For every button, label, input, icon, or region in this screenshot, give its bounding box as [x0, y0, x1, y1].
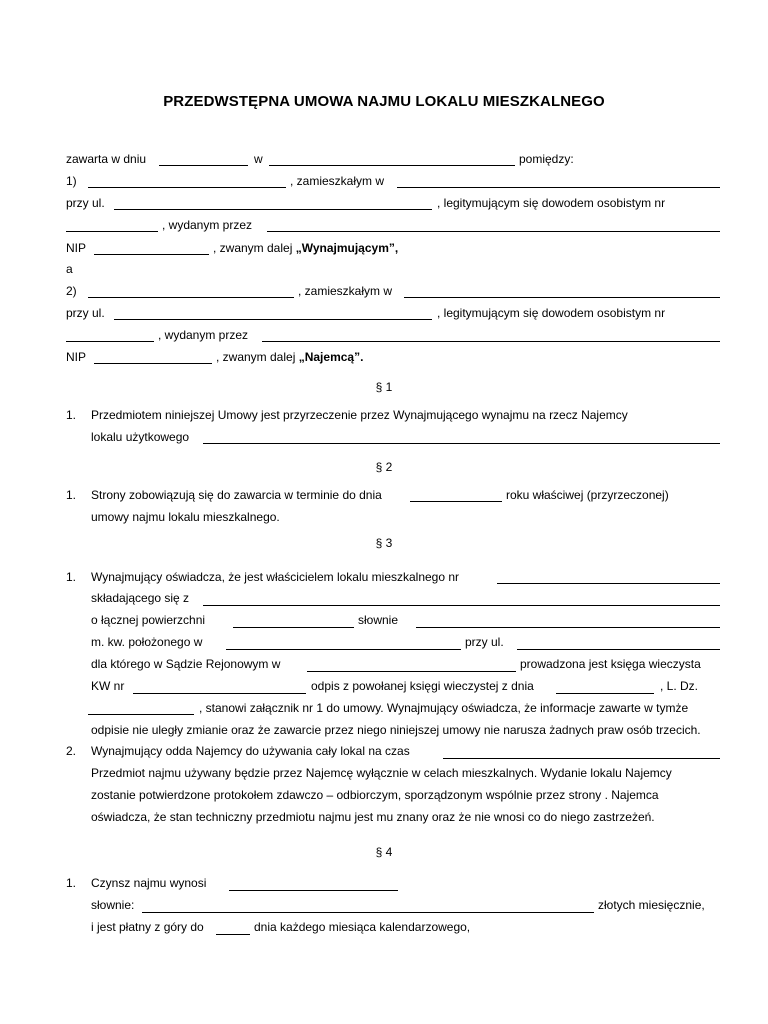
s3-p1: Wynajmujący oświadcza, że jest właścicielem lokalu mieszkalnego nr [91, 570, 460, 584]
s3-p6c: , L. Dz. [660, 679, 699, 693]
s3-court-blank [307, 671, 516, 672]
s4-r2b: złotych miesięcznie, [598, 898, 705, 912]
party1-role: „Wynajmującym”, [295, 241, 399, 255]
party1-issuer-blank [267, 231, 720, 232]
party2-nip-label: NIP [66, 350, 87, 364]
s4-r2a: słownie: [91, 898, 135, 912]
s3-street-blank [517, 649, 720, 650]
party2-idnumber-blank [66, 341, 154, 342]
section-2-heading: § 2 [375, 460, 393, 474]
s3-location-blank [226, 649, 461, 650]
party2-residence-blank [404, 297, 720, 298]
s3-p4b: przy ul. [465, 635, 504, 649]
party2-issuedby-label: , wydanym przez [158, 328, 249, 342]
s3-area-words-blank [416, 627, 720, 628]
intro-between-label: pomiędzy: [519, 152, 574, 166]
s3-item1-number: 1. [66, 570, 77, 584]
party1-number: 1) [66, 174, 77, 188]
s2-date-blank [410, 501, 502, 502]
s3-extract-date-blank [556, 693, 654, 694]
s4-day-blank [216, 934, 250, 935]
party2-name-blank [88, 297, 294, 298]
party1-nip-label: NIP [66, 241, 87, 255]
s3-p6a: KW nr [91, 679, 125, 693]
party1-idnumber-blank [66, 231, 158, 232]
s3-term-blank [443, 758, 720, 759]
s4-r1: Czynsz najmu wynosi [91, 876, 207, 890]
document-title: PRZEDWSTĘPNA UMOWA NAJMU LOKALU MIESZKALNEGO [163, 93, 605, 110]
s3-p5a: dla którego w Sądzie Rejonowym w [91, 657, 281, 671]
s3-q4: oświadcza, że stan techniczny przedmiotu najmu jest mu znany oraz że nie wnosi co do niego zastrzeżeń. [91, 810, 655, 824]
party2-nip-blank [94, 363, 212, 364]
section-1-heading: § 1 [375, 380, 393, 394]
s3-q1: Wynajmujący odda Najemcy do używania cały lokal na czas [91, 744, 410, 758]
s2-item-number: 1. [66, 488, 77, 502]
party1-residing-label: , zamieszkałym w [290, 174, 385, 188]
party2-street-label: przy ul. [66, 306, 105, 320]
party1-residence-blank [397, 187, 720, 188]
and-conjunction: a [66, 262, 73, 276]
s1-premises-blank [203, 443, 720, 444]
s4-item-number: 1. [66, 876, 77, 890]
party1-street-label: przy ul. [66, 196, 105, 210]
date-blank [159, 165, 248, 166]
party1-idcard-label: , legitymującym się dowodem osobistym nr [437, 196, 666, 210]
party2-role: „Najemcą”. [298, 350, 364, 364]
s3-p4a: m. kw. położonego w [91, 635, 203, 649]
place-blank [269, 165, 515, 166]
party2-residing-label: , zamieszkałym w [298, 284, 393, 298]
s3-p8: odpisie nie uległy zmianie oraz że zawarcie przez niego niniejszej umowy nie narusza żadnych praw osób trzecich. [91, 723, 701, 737]
section-4-heading: § 4 [375, 845, 393, 859]
party1-called-label [213, 241, 398, 255]
s3-q3: zostanie potwierdzone protokołem zdawczo – odbiorczym, sporządzonym wspólnie przez strony . Najemca [91, 788, 659, 802]
s3-q2: Przedmiot najmu używany będzie przez Najemcę wyłącznie w celach mieszkalnych. Wydanie lokalu Najemcy [91, 766, 672, 780]
s4-rent-words-blank [142, 912, 594, 913]
s1-item-number: 1. [66, 408, 77, 422]
party1-nip-blank [94, 254, 209, 255]
party1-street-blank [114, 209, 432, 210]
s3-p2: składającego się z [91, 591, 190, 605]
party2-called-label [216, 350, 363, 364]
s3-p3b: słownie [358, 613, 399, 627]
s3-ldz-blank [88, 714, 194, 715]
party2-number: 2) [66, 284, 77, 298]
intro-in-label: w [254, 152, 263, 166]
s3-rooms-blank [203, 605, 720, 606]
s2-line1a: Strony zobowiązują się do zawarcia w terminie do dnia [91, 488, 382, 502]
s3-p7: , stanowi załącznik nr 1 do umowy. Wynajmujący oświadcza, że informacje zawarte w tymże [199, 701, 689, 715]
party1-name-blank [88, 187, 286, 188]
s3-p6b: odpis z powołanej księgi wieczystej z dnia [311, 679, 534, 693]
s3-p3a: o łącznej powierzchni [91, 613, 206, 627]
s3-p5b: prowadzona jest księga wieczysta [520, 657, 701, 671]
party2-idcard-label: , legitymującym się dowodem osobistym nr [437, 306, 666, 320]
s4-rent-blank [229, 890, 398, 891]
party2-called-text: , zwanym dalej [216, 350, 296, 364]
s3-kw-blank [133, 693, 306, 694]
s1-line2: lokalu użytkowego [91, 430, 190, 444]
s2-line1b: roku właściwej (przyrzeczonej) [506, 488, 669, 502]
s3-area-blank [233, 627, 354, 628]
party2-issuer-blank [262, 341, 720, 342]
s2-line2: umowy najmu lokalu mieszkalnego. [91, 510, 280, 524]
s4-r3b: dnia każdego miesiąca kalendarzowego, [254, 920, 471, 934]
party1-issuedby-label: , wydanym przez [162, 218, 253, 232]
s1-line1: Przedmiotem niniejszej Umowy jest przyrzeczenie przez Wynajmującego wynajmu na rzecz Najemcy [91, 408, 628, 422]
section-3-heading: § 3 [375, 536, 393, 550]
s4-r3a: i jest płatny z góry do [91, 920, 204, 934]
party1-called-text: , zwanym dalej [213, 241, 293, 255]
intro-concluded-label: zawarta w dniu [66, 152, 147, 166]
s3-item2-number: 2. [66, 744, 77, 758]
s3-unit-number-blank [497, 583, 720, 584]
party2-street-blank [114, 319, 432, 320]
